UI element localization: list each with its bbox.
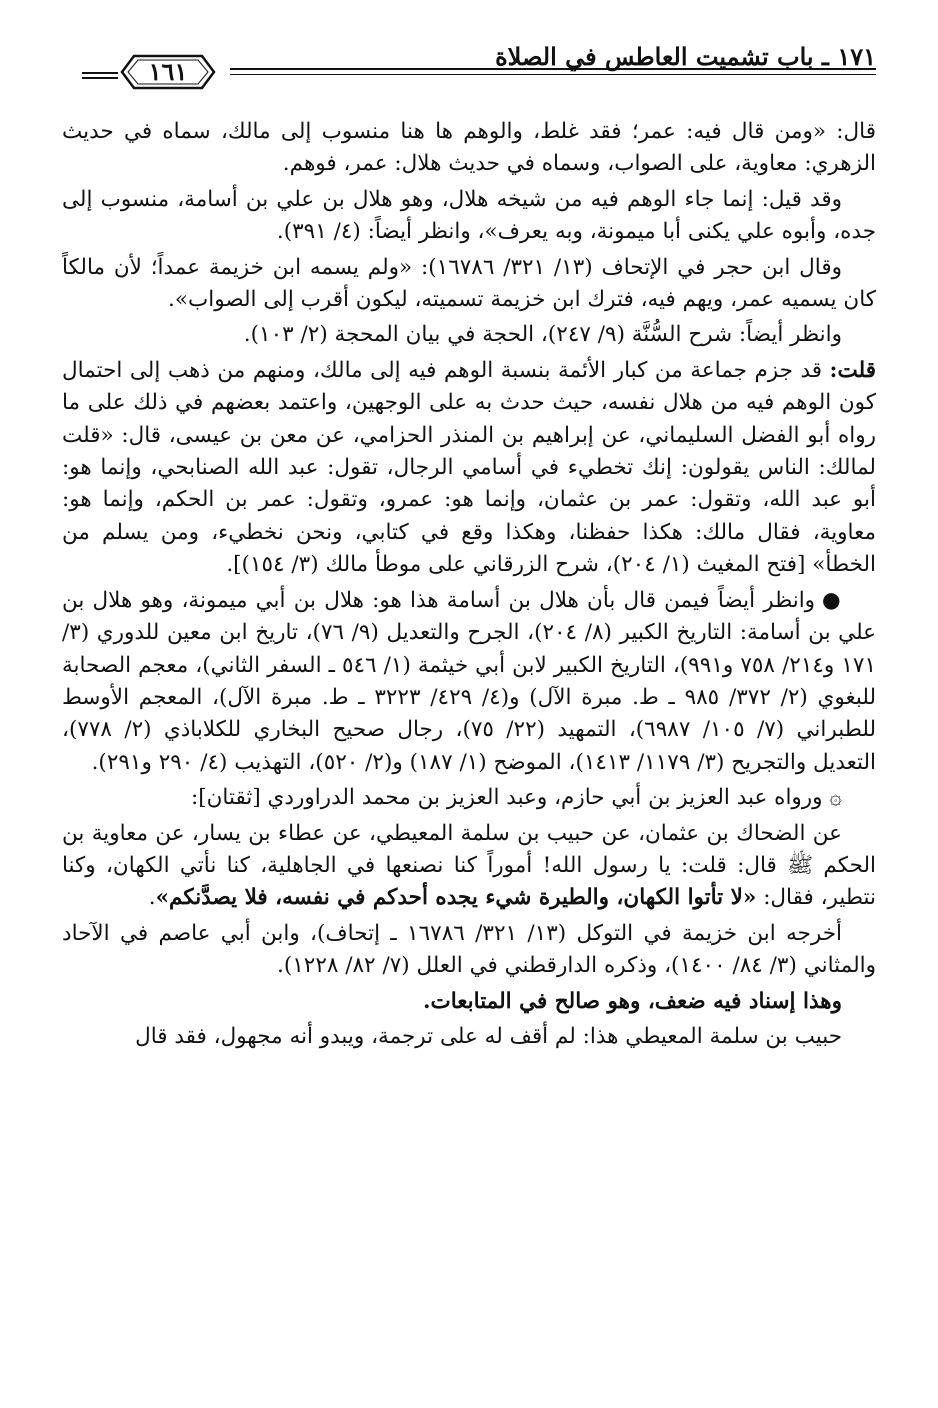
bullet-icon: ● [821, 587, 842, 613]
paragraph-9: أخرجه ابن خزيمة في التوكل (١٣/ ٣٢١/ ١٦٧٨٦ ـ إتحاف)، وابن أبي عاصم في الآحاد والمثاني (٣/ ٨٤/ ١٤٠٠)، وذكره الدارقطني في العلل (٧/ ٨٢/ ١٢٢٨). [62, 920, 876, 979]
paragraph-2: وقد قيل: إنما جاء الوهم فيه من شيخه هلال، وهو هلال بن علي بن أسامة، منسوب إلى جده، وأبوه علي يكنى أبا ميمونة، وبه يعرف»، وانظر أيضاً: (٤/ ٣٩١). [62, 186, 876, 245]
paragraph-3: وقال ابن حجر في الإتحاف (١٣/ ٣٢١/ ١٦٧٨٦): «ولم يسمه ابن خزيمة عمداً؛ لأن مالكاً كان يسميه عمر، ويهم فيه، فترك ابن خزيمة تسميته، ليكون أقرب إلى الصواب». [62, 254, 876, 313]
paragraph-7: ۞ ورواه عبد العزيز بن أبي حازم، وعبد العزيز بن محمد الدراوردي [ثقتان]: [191, 785, 842, 811]
paragraph-11: حبيب بن سلمة المعيطي هذا: لم أقف له على ترجمة، ويبدو أنه مجهول، فقد قال [135, 1023, 842, 1049]
page-header [82, 42, 876, 106]
paragraph-5 [62, 355, 876, 582]
paragraph-4: وانظر أيضاً: شرح السُّنَّة (٩/ ٢٤٧)، الحجة في بيان المحجة (٢/ ١٠٣). [243, 322, 842, 348]
header-rule [230, 68, 876, 75]
paragraph-6 [62, 585, 876, 779]
page-number: ١٦١ [148, 57, 188, 86]
paragraph-8-end: . [148, 885, 156, 911]
paragraph-8-text: عن الضحاك بن عثمان، عن حبيب بن سلمة المعيطي، عن عطاء بن يسار، عن معاوية بن الحكم ﷺ قال: قلت: يا رسول الله! أموراً كنا نصنعها في الجاهلية، كنا نأتي الكهان، وكنا نتطير، فقال: [62, 820, 876, 911]
paragraph-10: وهذا إسناد فيه ضعف، وهو صالح في المتابعات. [423, 988, 842, 1014]
paragraph-8 [62, 818, 876, 915]
paragraph-5-text: قد جزم جماعة من كبار الأئمة بنسبة الوهم فيه إلى مالك، ومنهم من ذهب إلى احتمال كون الوهم فيه من هلال نفسه، حيث حدث به على الوجهين، واعتمد بعضهم في ذلك على ما رواه أبو الفضل السليماني، عن إبراهيم بن المنذر الحزامي، عن معن بن عيسى، قال: «قلت لمالك: الناس يقولون: إنك تخطيء في أسامي الرجال، تقول: عبد الله الصنابحي، وإنما هو: أبو عبد الله، وتقول: عمر بن عثمان، وإنما هو: عمرو، وتقول: عمر بن الحكم، وإنما هو: معاوية، فقال مالك: هكذا حفظنا، وهكذا وقع في كتابي، ونحن نخطيء، ومن يسلم من الخطأ» [فتح المغيث (١/ ٢٠٤)، شرح الزرقاني على موطأ مالك (٣/ ١٥٤)]. [62, 357, 876, 578]
page-number-frame [120, 54, 216, 90]
page-body [62, 116, 876, 1056]
running-head: ١٧١ ـ باب تشميت العاطس في الصلاة [495, 42, 876, 71]
note-lead: قلت: [829, 357, 876, 383]
header-rule-left [82, 72, 118, 79]
hadith-text: «لا تأتوا الكهان، والطيرة شيء يجده أحدكم في نفسه، فلا يصدَّنكم» [155, 885, 757, 911]
paragraph-1: قال: «ومن قال فيه: عمر؛ فقد غلط، والوهم ها هنا منسوب إلى مالك، سماه في حديث الزهري: معاوية، على الصواب، وسماه في حديث هلال: عمر، فوهم. [62, 119, 876, 177]
paragraph-6-text: وانظر أيضاً فيمن قال بأن هلال بن أسامة هذا هو: هلال بن أبي ميمونة، وهو هلال بن علي بن أسامة: التاريخ الكبير (٨/ ٢٠٤)، الجرح والتعديل (٩/ ٧٦)، تاريخ ابن معين للدوري (٣/ ١٧١ و٢١٤/ ٧٥٨ و٩٩١)، التاريخ الكبير لابن أبي خيثمة (١/ ٥٤٦ ـ السفر الثاني)، معجم الصحابة للبغوي (٢/ ٣٧٢/ ٩٨٥ ـ ط. مبرة الآل) و(٤/ ٤٢٩/ ٣٢٢٣ ـ ط. مبرة الآل)، المعجم الأوسط للطبراني (٧/ ١٠٥/ ٦٩٨٧)، التمهيد (٢٢/ ٧٥)، رجال صحيح البخاري للكلاباذي (٢/ ٧٧٨)، التعديل والتجريح (٣/ ١١٧٩/ ١٤١٣)، الموضح (١/ ١٨٧) و(٢/ ٥٢٠)، التهذيب (٤/ ٢٩٠ و٢٩١). [62, 587, 877, 775]
